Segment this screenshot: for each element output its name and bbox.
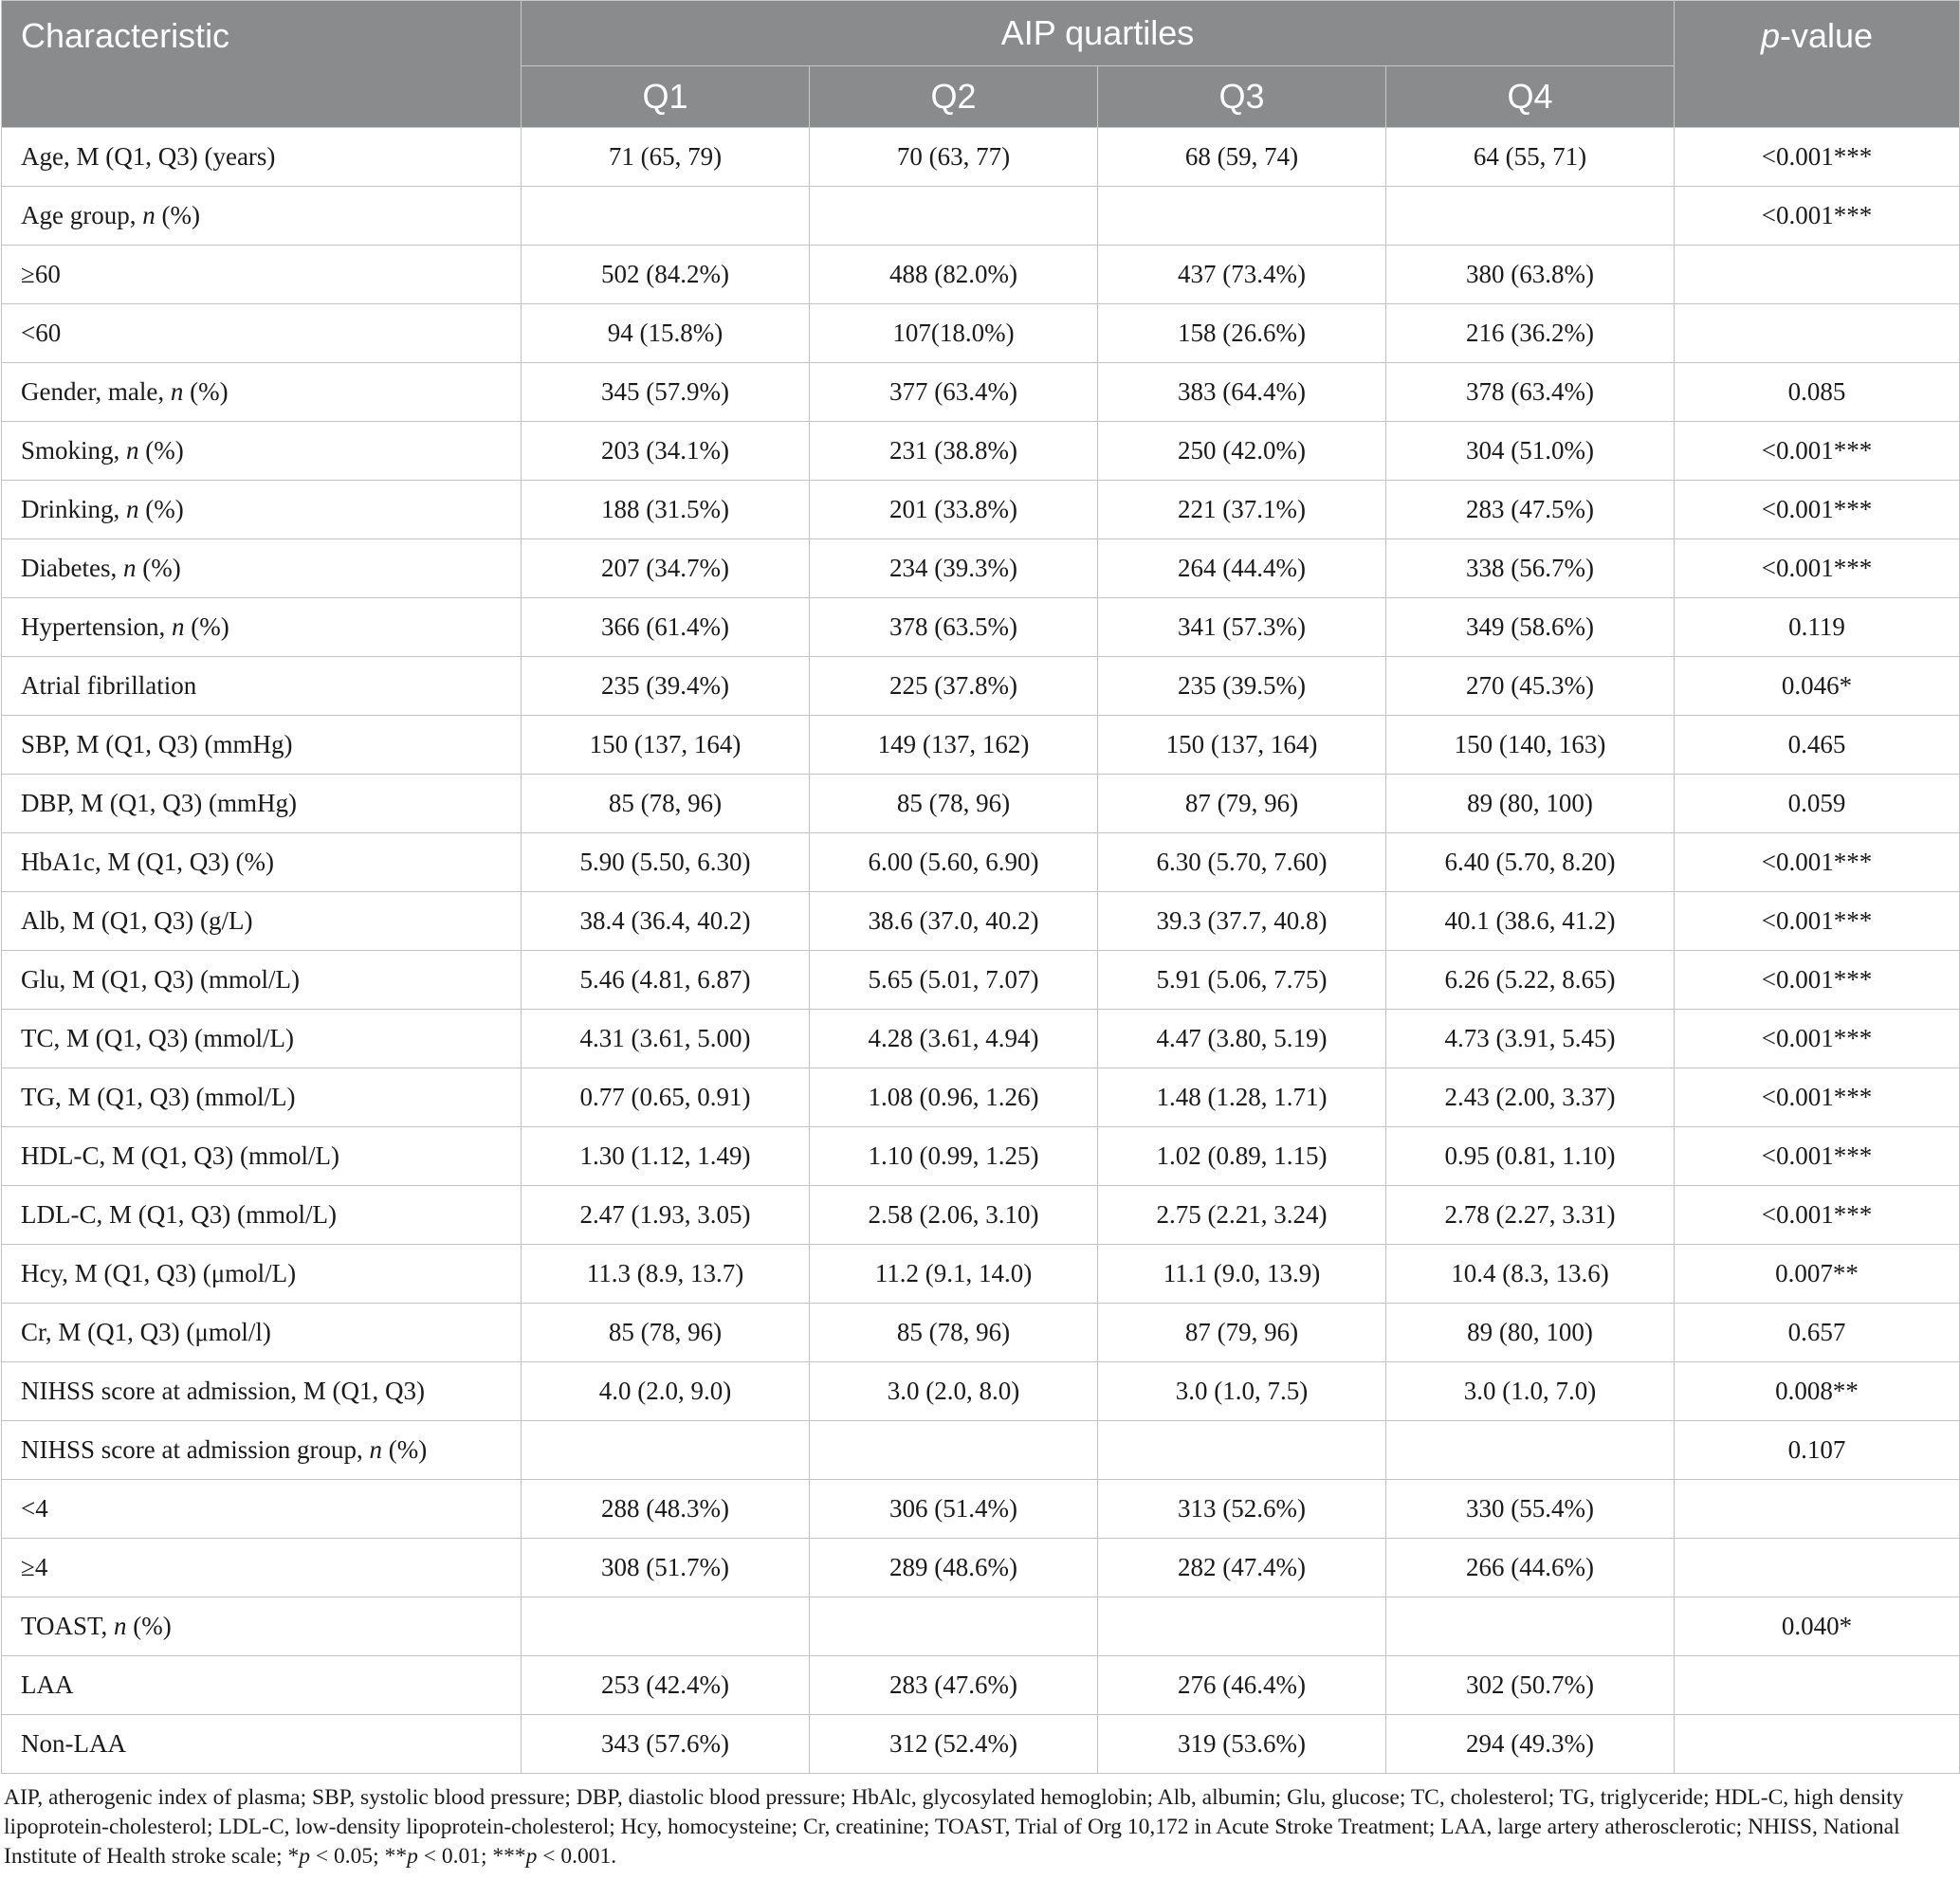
- row-label-text: LDL-C, M (Q1, Q3) (mmol/L): [21, 1200, 337, 1229]
- cell-q2: 149 (137, 162): [810, 716, 1098, 775]
- row-label-text: HbA1c, M (Q1, Q3) (%): [21, 848, 274, 876]
- cell-p-value: 0.007**: [1675, 1245, 1960, 1304]
- cell-q1: 308 (51.7%): [522, 1539, 810, 1597]
- cell-q3: 437 (73.4%): [1098, 246, 1386, 304]
- header-aip-quartiles: AIP quartiles: [522, 1, 1675, 66]
- row-label: [2, 1245, 522, 1304]
- table-row: [2, 1186, 1960, 1245]
- row-label-text: Alb, M (Q1, Q3) (g/L): [21, 906, 253, 935]
- table-row: [2, 716, 1960, 775]
- row-label: [2, 1715, 522, 1774]
- cell-q4: [1386, 1421, 1675, 1480]
- table-header: [2, 1, 1960, 128]
- cell-q4: 2.43 (2.00, 3.37): [1386, 1068, 1675, 1127]
- table-row: [2, 1010, 1960, 1068]
- row-label: [2, 833, 522, 892]
- table-row: [2, 775, 1960, 833]
- footnote-sig1-mark: *: [287, 1844, 300, 1869]
- cell-q3: 319 (53.6%): [1098, 1715, 1386, 1774]
- cell-q1: 4.0 (2.0, 9.0): [522, 1362, 810, 1421]
- cell-q4: 349 (58.6%): [1386, 598, 1675, 657]
- cell-q1: [522, 1597, 810, 1656]
- cell-q2: 201 (33.8%): [810, 481, 1098, 539]
- row-label-italic: n: [369, 1435, 382, 1464]
- table-row: [2, 892, 1960, 951]
- cell-q1: 4.31 (3.61, 5.00): [522, 1010, 810, 1068]
- footnote-sig1-var: p: [299, 1844, 311, 1869]
- cell-q4: 64 (55, 71): [1386, 128, 1675, 187]
- cell-p-value: <0.001***: [1675, 1186, 1960, 1245]
- footnote-sig2-var: p: [407, 1844, 418, 1869]
- row-label: [2, 716, 522, 775]
- cell-q4: 378 (63.4%): [1386, 363, 1675, 422]
- row-label-text: Hypertension,: [21, 612, 172, 641]
- row-label: [2, 1186, 522, 1245]
- cell-q3: 276 (46.4%): [1098, 1656, 1386, 1715]
- row-label-text: Diabetes,: [21, 554, 123, 582]
- cell-q2: 283 (47.6%): [810, 1656, 1098, 1715]
- cell-q3: 87 (79, 96): [1098, 775, 1386, 833]
- row-label: [2, 1656, 522, 1715]
- row-label-text: ≥4: [21, 1553, 48, 1581]
- table-row: [2, 598, 1960, 657]
- row-label-suffix: (%): [183, 377, 229, 406]
- cell-q1: 203 (34.1%): [522, 422, 810, 481]
- cell-q2: 38.6 (37.0, 40.2): [810, 892, 1098, 951]
- row-label-suffix: (%): [184, 612, 229, 641]
- cell-q2: 2.58 (2.06, 3.10): [810, 1186, 1098, 1245]
- row-label: [2, 1068, 522, 1127]
- row-label-text: Drinking,: [21, 495, 126, 523]
- cell-q2: 85 (78, 96): [810, 775, 1098, 833]
- cell-p-value: [1675, 304, 1960, 363]
- cell-q2: 234 (39.3%): [810, 539, 1098, 598]
- row-label-italic: n: [126, 495, 139, 523]
- cell-q2: [810, 1597, 1098, 1656]
- cell-q4: 89 (80, 100): [1386, 1304, 1675, 1362]
- row-label-italic: n: [114, 1612, 127, 1640]
- cell-q2: [810, 1421, 1098, 1480]
- cell-q4: [1386, 187, 1675, 246]
- cell-q1: 38.4 (36.4, 40.2): [522, 892, 810, 951]
- row-label: [2, 775, 522, 833]
- header-characteristic: Characteristic: [2, 1, 522, 128]
- cell-p-value: [1675, 1539, 1960, 1597]
- row-label: [2, 1421, 522, 1480]
- cell-q1: 94 (15.8%): [522, 304, 810, 363]
- cell-q4: 150 (140, 163): [1386, 716, 1675, 775]
- cell-q4: 330 (55.4%): [1386, 1480, 1675, 1539]
- cell-p-value: <0.001***: [1675, 1068, 1960, 1127]
- cell-q4: 6.26 (5.22, 8.65): [1386, 951, 1675, 1010]
- cell-p-value: 0.046*: [1675, 657, 1960, 716]
- table-row: [2, 833, 1960, 892]
- header-q3: Q3: [1098, 66, 1386, 128]
- footnote-sig2-rest: < 0.01;: [417, 1844, 493, 1869]
- cell-p-value: <0.001***: [1675, 128, 1960, 187]
- cell-p-value: 0.040*: [1675, 1597, 1960, 1656]
- header-p-value: [1675, 1, 1960, 128]
- cell-q3: 11.1 (9.0, 13.9): [1098, 1245, 1386, 1304]
- table-body: [2, 128, 1960, 1774]
- table-row: [2, 304, 1960, 363]
- cell-q4: 0.95 (0.81, 1.10): [1386, 1127, 1675, 1186]
- row-label-text: ≥60: [21, 260, 61, 288]
- cell-q2: 6.00 (5.60, 6.90): [810, 833, 1098, 892]
- table-row: [2, 187, 1960, 246]
- row-label-text: DBP, M (Q1, Q3) (mmHg): [21, 789, 298, 817]
- row-label-italic: n: [170, 377, 184, 406]
- cell-q2: 85 (78, 96): [810, 1304, 1098, 1362]
- header-q4: Q4: [1386, 66, 1675, 128]
- cell-q4: 3.0 (1.0, 7.0): [1386, 1362, 1675, 1421]
- cell-q1: 235 (39.4%): [522, 657, 810, 716]
- cell-q4: 4.73 (3.91, 5.45): [1386, 1010, 1675, 1068]
- cell-q4: [1386, 1597, 1675, 1656]
- row-label: [2, 246, 522, 304]
- row-label-suffix: (%): [155, 201, 200, 229]
- footnote-sig3-mark: ***: [492, 1844, 526, 1869]
- row-label: [2, 1597, 522, 1656]
- cell-q2: 289 (48.6%): [810, 1539, 1098, 1597]
- row-label: [2, 128, 522, 187]
- header-q1: Q1: [522, 66, 810, 128]
- table-row: [2, 1127, 1960, 1186]
- cell-p-value: [1675, 1715, 1960, 1774]
- row-label-suffix: (%): [136, 554, 181, 582]
- cell-q3: [1098, 187, 1386, 246]
- cell-q3: [1098, 1597, 1386, 1656]
- cell-q1: 288 (48.3%): [522, 1480, 810, 1539]
- cell-q2: [810, 187, 1098, 246]
- row-label-text: Age, M (Q1, Q3) (years): [21, 142, 276, 171]
- footnote-sig1-rest: < 0.05;: [310, 1844, 385, 1869]
- cell-q4: 380 (63.8%): [1386, 246, 1675, 304]
- cell-q3: 150 (137, 164): [1098, 716, 1386, 775]
- table-row: [2, 657, 1960, 716]
- cell-q1: 343 (57.6%): [522, 1715, 810, 1774]
- header-p-rest: -value: [1780, 16, 1874, 55]
- cell-q1: 85 (78, 96): [522, 1304, 810, 1362]
- row-label-italic: n: [142, 201, 156, 229]
- cell-q1: 71 (65, 79): [522, 128, 810, 187]
- table-row: [2, 128, 1960, 187]
- cell-p-value: <0.001***: [1675, 892, 1960, 951]
- cell-q2: 488 (82.0%): [810, 246, 1098, 304]
- cell-q1: 0.77 (0.65, 0.91): [522, 1068, 810, 1127]
- cell-q2: 312 (52.4%): [810, 1715, 1098, 1774]
- cell-q4: 266 (44.6%): [1386, 1539, 1675, 1597]
- cell-q1: 345 (57.9%): [522, 363, 810, 422]
- cell-q3: 1.02 (0.89, 1.15): [1098, 1127, 1386, 1186]
- cell-p-value: <0.001***: [1675, 422, 1960, 481]
- row-label-text: Atrial fibrillation: [21, 671, 197, 700]
- cell-q3: 1.48 (1.28, 1.71): [1098, 1068, 1386, 1127]
- cell-q4: 294 (49.3%): [1386, 1715, 1675, 1774]
- cell-q2: 306 (51.4%): [810, 1480, 1098, 1539]
- cell-p-value: 0.465: [1675, 716, 1960, 775]
- table-row: [2, 1304, 1960, 1362]
- cell-q3: 264 (44.4%): [1098, 539, 1386, 598]
- row-label: [2, 1010, 522, 1068]
- cell-q3: 341 (57.3%): [1098, 598, 1386, 657]
- row-label-text: <4: [21, 1494, 48, 1523]
- cell-q2: 231 (38.8%): [810, 422, 1098, 481]
- cell-q4: 216 (36.2%): [1386, 304, 1675, 363]
- table-row: [2, 422, 1960, 481]
- row-label-text: SBP, M (Q1, Q3) (mmHg): [21, 730, 293, 758]
- cell-q4: 304 (51.0%): [1386, 422, 1675, 481]
- row-label-text: Gender, male,: [21, 377, 171, 406]
- cell-q4: 6.40 (5.70, 8.20): [1386, 833, 1675, 892]
- row-label: [2, 539, 522, 598]
- table-footnote: [0, 1774, 1960, 1871]
- cell-q4: 40.1 (38.6, 41.2): [1386, 892, 1675, 951]
- cell-q3: 68 (59, 74): [1098, 128, 1386, 187]
- cell-p-value: <0.001***: [1675, 1010, 1960, 1068]
- row-label: [2, 1480, 522, 1539]
- row-label-text: LAA: [21, 1670, 74, 1699]
- footnote-sig2-mark: **: [384, 1844, 408, 1869]
- cell-p-value: <0.001***: [1675, 1127, 1960, 1186]
- cell-q3: 4.47 (3.80, 5.19): [1098, 1010, 1386, 1068]
- cell-q3: 39.3 (37.7, 40.8): [1098, 892, 1386, 951]
- cell-q4: 10.4 (8.3, 13.6): [1386, 1245, 1675, 1304]
- table-row: [2, 539, 1960, 598]
- cell-q1: [522, 1421, 810, 1480]
- cell-q2: 5.65 (5.01, 7.07): [810, 951, 1098, 1010]
- row-label-text: Age group,: [21, 201, 143, 229]
- footnote-abbreviations: AIP, atherogenic index of plasma; SBP, systolic blood pressure; DBP, diastolic blood pressure; HbAlc, glycosylated hemoglobin; Alb, albumin; Glu, glucose; TC, cholesterol; TG, triglyceride; HDL-C, high density lipoprotein-cholesterol; LDL-C, low-density lipoprotein-cholesterol; Hcy, homocysteine; Cr, creatinine; TOAST, Trial of Org 10,172 in Acute Stroke Treatment; LAA, large artery atherosclerotic; NHISS, National Institute of Health stroke scale;: [4, 1785, 1904, 1869]
- row-label-italic: n: [122, 554, 137, 582]
- row-label: [2, 951, 522, 1010]
- row-label-suffix: (%): [126, 1612, 172, 1640]
- cell-p-value: 0.085: [1675, 363, 1960, 422]
- cell-q4: 283 (47.5%): [1386, 481, 1675, 539]
- cell-q4: 302 (50.7%): [1386, 1656, 1675, 1715]
- row-label: [2, 481, 522, 539]
- row-label: [2, 598, 522, 657]
- cell-q2: 377 (63.4%): [810, 363, 1098, 422]
- table-row: [2, 363, 1960, 422]
- row-label: [2, 187, 522, 246]
- row-label: [2, 1304, 522, 1362]
- cell-q3: 6.30 (5.70, 7.60): [1098, 833, 1386, 892]
- table-row: [2, 1362, 1960, 1421]
- cell-p-value: <0.001***: [1675, 539, 1960, 598]
- cell-p-value: <0.001***: [1675, 481, 1960, 539]
- cell-q3: 250 (42.0%): [1098, 422, 1386, 481]
- table-row: [2, 1068, 1960, 1127]
- cell-p-value: [1675, 1656, 1960, 1715]
- row-label-suffix: (%): [381, 1435, 428, 1464]
- cell-p-value: 0.059: [1675, 775, 1960, 833]
- row-label-text: TOAST,: [21, 1612, 115, 1640]
- row-label-text: TG, M (Q1, Q3) (mmol/L): [21, 1083, 296, 1111]
- header-q2: Q2: [810, 66, 1098, 128]
- cell-q3: 2.75 (2.21, 3.24): [1098, 1186, 1386, 1245]
- cell-q1: 150 (137, 164): [522, 716, 810, 775]
- table-row: [2, 951, 1960, 1010]
- cell-p-value: <0.001***: [1675, 187, 1960, 246]
- cell-p-value: <0.001***: [1675, 833, 1960, 892]
- cell-p-value: 0.657: [1675, 1304, 1960, 1362]
- cell-q2: 3.0 (2.0, 8.0): [810, 1362, 1098, 1421]
- row-label-text: <60: [21, 319, 62, 347]
- cell-q1: 207 (34.7%): [522, 539, 810, 598]
- cell-q2: 107(18.0%): [810, 304, 1098, 363]
- cell-p-value: 0.119: [1675, 598, 1960, 657]
- characteristics-table: [1, 0, 1960, 1774]
- row-label-suffix: (%): [138, 436, 184, 465]
- cell-q3: 221 (37.1%): [1098, 481, 1386, 539]
- table-row: [2, 1539, 1960, 1597]
- cell-q3: 3.0 (1.0, 7.5): [1098, 1362, 1386, 1421]
- cell-q2: 225 (37.8%): [810, 657, 1098, 716]
- table-row: [2, 246, 1960, 304]
- cell-q1: 253 (42.4%): [522, 1656, 810, 1715]
- cell-q4: 338 (56.7%): [1386, 539, 1675, 598]
- row-label-text: Smoking,: [21, 436, 127, 465]
- cell-q2: 378 (63.5%): [810, 598, 1098, 657]
- cell-q1: 2.47 (1.93, 3.05): [522, 1186, 810, 1245]
- cell-p-value: [1675, 246, 1960, 304]
- cell-q2: 70 (63, 77): [810, 128, 1098, 187]
- row-label: [2, 657, 522, 716]
- header-p-italic: p: [1760, 16, 1780, 55]
- cell-q1: 188 (31.5%): [522, 481, 810, 539]
- cell-q2: 1.08 (0.96, 1.26): [810, 1068, 1098, 1127]
- cell-q1: 5.46 (4.81, 6.87): [522, 951, 810, 1010]
- row-label: [2, 363, 522, 422]
- cell-q3: 158 (26.6%): [1098, 304, 1386, 363]
- row-label-suffix: (%): [138, 495, 184, 523]
- cell-q1: 85 (78, 96): [522, 775, 810, 833]
- table-row: [2, 481, 1960, 539]
- cell-q3: 235 (39.5%): [1098, 657, 1386, 716]
- row-label-italic: n: [126, 436, 139, 465]
- table-row: [2, 1597, 1960, 1656]
- cell-q1: 5.90 (5.50, 6.30): [522, 833, 810, 892]
- cell-q1: 1.30 (1.12, 1.49): [522, 1127, 810, 1186]
- cell-q1: 366 (61.4%): [522, 598, 810, 657]
- cell-p-value: <0.001***: [1675, 951, 1960, 1010]
- row-label-text: Non-LAA: [21, 1729, 126, 1758]
- row-label-italic: n: [171, 612, 185, 641]
- cell-q2: 1.10 (0.99, 1.25): [810, 1127, 1098, 1186]
- cell-q4: 2.78 (2.27, 3.31): [1386, 1186, 1675, 1245]
- row-label-text: NIHSS score at admission group,: [21, 1435, 370, 1464]
- cell-q3: 282 (47.4%): [1098, 1539, 1386, 1597]
- cell-p-value: 0.008**: [1675, 1362, 1960, 1421]
- cell-p-value: 0.107: [1675, 1421, 1960, 1480]
- footnote-sig3-var: p: [525, 1844, 538, 1869]
- table-row: [2, 1421, 1960, 1480]
- table-row: [2, 1715, 1960, 1774]
- cell-q4: 89 (80, 100): [1386, 775, 1675, 833]
- row-label-text: TC, M (Q1, Q3) (mmol/L): [21, 1024, 294, 1052]
- row-label: [2, 1127, 522, 1186]
- table-row: [2, 1480, 1960, 1539]
- row-label: [2, 1362, 522, 1421]
- row-label-text: Hcy, M (Q1, Q3) (μmol/L): [21, 1259, 297, 1287]
- cell-q3: 87 (79, 96): [1098, 1304, 1386, 1362]
- cell-q4: 270 (45.3%): [1386, 657, 1675, 716]
- cell-q2: 11.2 (9.1, 14.0): [810, 1245, 1098, 1304]
- row-label-text: Cr, M (Q1, Q3) (μmol/l): [21, 1318, 271, 1346]
- cell-p-value: [1675, 1480, 1960, 1539]
- row-label-text: Glu, M (Q1, Q3) (mmol/L): [21, 965, 300, 994]
- row-label-text: NIHSS score at admission, M (Q1, Q3): [21, 1377, 425, 1405]
- cell-q1: 11.3 (8.9, 13.7): [522, 1245, 810, 1304]
- cell-q3: 313 (52.6%): [1098, 1480, 1386, 1539]
- cell-q3: 383 (64.4%): [1098, 363, 1386, 422]
- cell-q1: 502 (84.2%): [522, 246, 810, 304]
- cell-q3: [1098, 1421, 1386, 1480]
- cell-q1: [522, 187, 810, 246]
- row-label: [2, 304, 522, 363]
- row-label-text: HDL-C, M (Q1, Q3) (mmol/L): [21, 1141, 339, 1170]
- row-label: [2, 422, 522, 481]
- cell-q3: 5.91 (5.06, 7.75): [1098, 951, 1386, 1010]
- cell-q2: 4.28 (3.61, 4.94): [810, 1010, 1098, 1068]
- row-label: [2, 892, 522, 951]
- footnote-sig3-rest: < 0.001.: [537, 1844, 617, 1869]
- row-label: [2, 1539, 522, 1597]
- table-row: [2, 1656, 1960, 1715]
- table-row: [2, 1245, 1960, 1304]
